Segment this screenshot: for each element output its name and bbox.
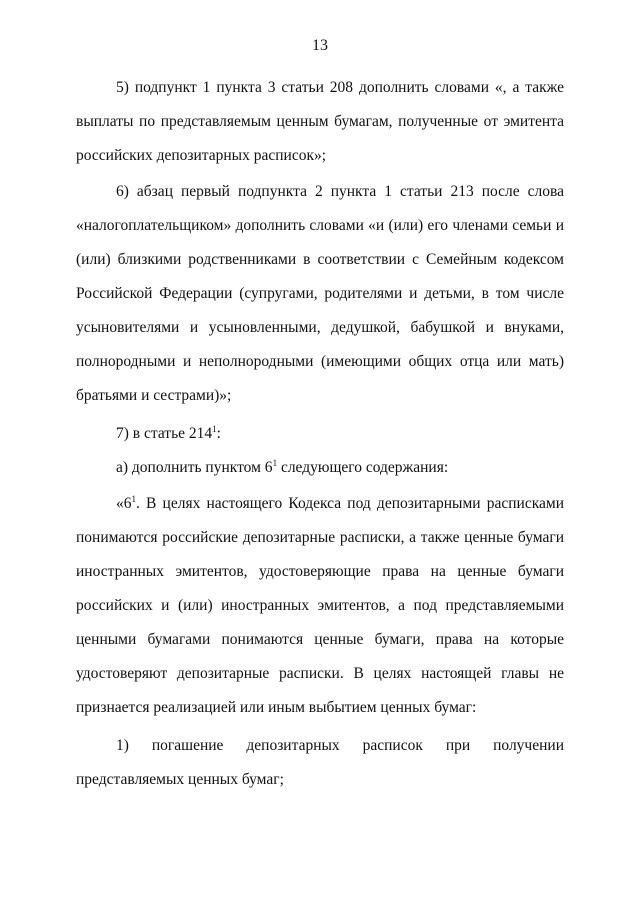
item7a-line [116,458,564,478]
item6-line-1: 6) абзац первый подпункта 2 пункта 1 статьи 213 после слова [116,183,564,200]
item7a-prefix: а) дополнить пунктом 6 [116,459,273,476]
para61-line-2: понимаются российские депозитарные расписки, а также ценные бумаги [76,529,564,546]
para61-line-5: ценными бумагами понимаются ценные бумаги, права на которые [76,631,564,648]
item6-line-6: полнородными и неполнородными (имеющими общих отца или мать) [76,353,564,370]
item5-line-2: выплаты по представляемым ценным бумагам, полученные от эмитента [76,113,564,130]
item7-superscript: 1 [212,423,217,434]
item7a-suffix: следующего содержания: [277,459,449,476]
item5-line-1: 5) подпункт 1 пункта 3 статьи 208 дополнить словами «, а также [116,79,564,96]
item6-line-2: «налогоплательщиком» дополнить словами «и (или) его членами семьи и [76,217,564,234]
para61-line-3: иностранных эмитентов, удостоверяющие права на ценные бумаги [76,563,564,580]
item7-heading [116,424,564,444]
item7-suffix: : [216,425,221,442]
para61-superscript: 1 [131,493,136,504]
para61-line-7: признается реализацией или иным выбытием ценных бумаг: [76,699,477,716]
item6-line-3: (или) близкими родственниками в соответствии с Семейным кодексом [76,251,564,268]
item6-line-5: усыновителями и усыновленными, дедушкой, бабушкой и внуками, [76,319,564,336]
sub1-line-2: представляемых ценных бумаг; [76,771,284,788]
item7-prefix: 7) в статье 214 [116,425,213,442]
sub1-line-1: 1) погашение депозитарных расписок при получении [116,737,564,754]
para61-prefix: «6 [116,495,132,512]
item6-line-4: Российской Федерации (супругами, родителями и детьми, в том числе [76,285,564,302]
item7a-superscript: 1 [272,457,278,468]
para61-line-6: удостоверяют депозитарные расписки. В целях настоящей главы не [76,665,564,682]
para61-rest: . В целях настоящего Кодекса под депозитарными расписками [136,495,564,512]
item5-line-3: российских депозитарных расписок»; [76,147,327,164]
para61-line-1 [116,494,564,514]
item6-line-7: братьями и сестрами)»; [76,387,232,404]
para61-line-4: российских и (или) иностранных эмитентов, а под представляемыми [76,597,564,614]
page-number: 13 [312,37,328,54]
